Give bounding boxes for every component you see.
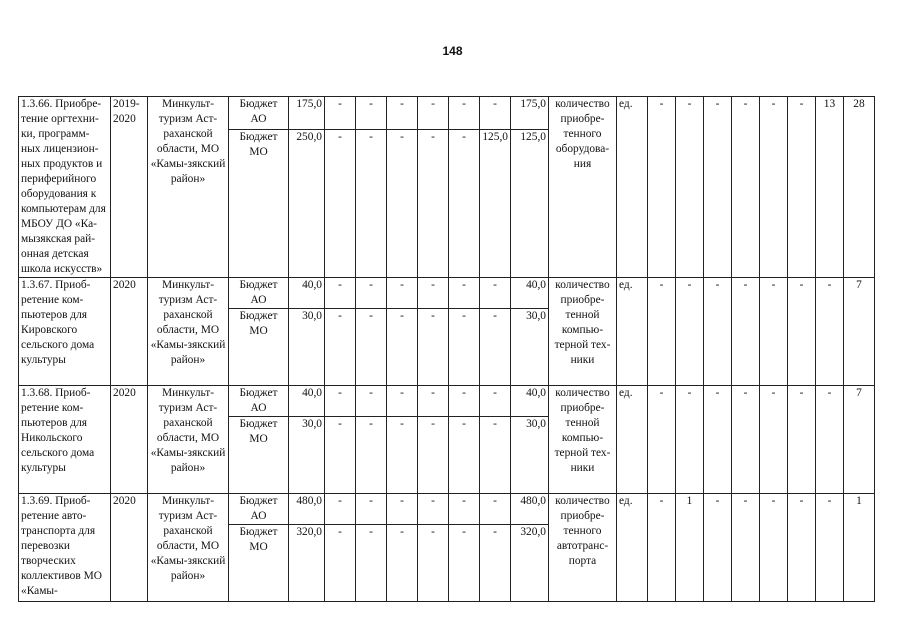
- funding-total-cell: 250,0: [289, 129, 325, 277]
- executor-cell: Минкульт-туризм Аст-раханской области, МО «Камы-зякский район»: [148, 494, 229, 602]
- funding-year-cell: -: [480, 309, 511, 386]
- unit-cell: ед.: [617, 97, 648, 278]
- funding-total-cell: 320,0: [289, 525, 325, 602]
- measure-name-cell: 1.3.66. Приобре-тение оргтехни-ки, программ-ных лицензион-ных продуктов и периферийного оборудования к компьютерам для МБОУ ДО «Ка-мызякская рай-онная детская школа искусств»: [19, 97, 111, 278]
- page-number: 148: [442, 44, 463, 58]
- target-value-cell: -: [816, 278, 844, 386]
- measure-name-cell: 1.3.67. Приоб-ретение ком-пьютеров для Кировского сельского дома культуры: [19, 278, 111, 386]
- target-value-cell: -: [704, 494, 732, 602]
- target-value-cell: -: [816, 386, 844, 494]
- funding-source-cell: Бюджет МО: [229, 417, 289, 494]
- funding-year-cell: -: [325, 309, 356, 386]
- target-value-cell: -: [760, 278, 788, 386]
- funding-year-cell: -: [418, 129, 449, 277]
- funding-total-cell: 40,0: [289, 278, 325, 309]
- funding-year-cell: -: [418, 309, 449, 386]
- funding-year-cell: -: [480, 525, 511, 602]
- funding-year-cell: 480,0: [511, 494, 549, 525]
- unit-cell: ед.: [617, 278, 648, 386]
- funding-year-cell: -: [449, 494, 480, 525]
- table-row: [19, 386, 875, 417]
- funding-year-cell: -: [387, 97, 418, 130]
- funding-year-cell: -: [356, 309, 387, 386]
- funding-year-cell: -: [387, 417, 418, 494]
- funding-year-cell: -: [387, 309, 418, 386]
- target-value-cell: -: [704, 386, 732, 494]
- funding-year-cell: -: [480, 494, 511, 525]
- executor-cell: Минкульт-туризм Аст-раханской области, МО «Камы-зякский район»: [148, 278, 229, 386]
- period-cell: 2020: [111, 278, 148, 386]
- target-value-cell: -: [676, 97, 704, 278]
- funding-year-cell: -: [418, 494, 449, 525]
- funding-year-cell: -: [356, 525, 387, 602]
- funding-year-cell: -: [418, 278, 449, 309]
- funding-year-cell: -: [356, 494, 387, 525]
- funding-total-cell: 480,0: [289, 494, 325, 525]
- funding-year-cell: -: [325, 417, 356, 494]
- target-value-cell: 1: [676, 494, 704, 602]
- target-value-cell: -: [676, 278, 704, 386]
- funding-year-cell: -: [387, 525, 418, 602]
- target-value-cell: 28: [844, 97, 875, 278]
- table-row: [19, 278, 875, 309]
- target-value-cell: -: [648, 278, 676, 386]
- funding-year-cell: 320,0: [511, 525, 549, 602]
- funding-source-cell: Бюджет АО: [229, 97, 289, 130]
- unit-cell: ед.: [617, 494, 648, 602]
- funding-year-cell: 40,0: [511, 278, 549, 309]
- indicator-cell: количество приобре-тенной компью-терной тех-ники: [549, 278, 617, 386]
- measure-name-cell: 1.3.69. Приоб-ретение авто-транспорта для перевозки творческих коллективов МО «Камы-: [19, 494, 111, 602]
- funding-total-cell: 30,0: [289, 417, 325, 494]
- target-value-cell: -: [704, 97, 732, 278]
- target-value-cell: -: [788, 278, 816, 386]
- period-cell: 2019-2020: [111, 97, 148, 278]
- funding-year-cell: -: [325, 386, 356, 417]
- funding-year-cell: -: [449, 525, 480, 602]
- funding-year-cell: -: [356, 129, 387, 277]
- funding-year-cell: -: [449, 129, 480, 277]
- funding-year-cell: 30,0: [511, 417, 549, 494]
- unit-cell: ед.: [617, 386, 648, 494]
- funding-year-cell: -: [418, 97, 449, 130]
- funding-year-cell: -: [356, 278, 387, 309]
- executor-cell: Минкульт-туризм Аст-раханской области, МО «Камы-зякский район»: [148, 97, 229, 278]
- target-value-cell: -: [648, 494, 676, 602]
- target-value-cell: -: [788, 494, 816, 602]
- funding-year-cell: -: [325, 97, 356, 130]
- funding-year-cell: -: [480, 386, 511, 417]
- target-value-cell: -: [732, 386, 760, 494]
- target-value-cell: 7: [844, 386, 875, 494]
- funding-year-cell: -: [418, 417, 449, 494]
- funding-year-cell: -: [449, 309, 480, 386]
- funding-year-cell: -: [449, 97, 480, 130]
- target-value-cell: -: [732, 97, 760, 278]
- target-value-cell: -: [760, 494, 788, 602]
- target-value-cell: 1: [844, 494, 875, 602]
- program-measures-table: [18, 96, 875, 602]
- funding-year-cell: -: [387, 278, 418, 309]
- funding-year-cell: -: [325, 129, 356, 277]
- target-value-cell: 13: [816, 97, 844, 278]
- target-value-cell: -: [788, 97, 816, 278]
- funding-year-cell: -: [418, 386, 449, 417]
- target-value-cell: -: [732, 278, 760, 386]
- target-value-cell: -: [816, 494, 844, 602]
- executor-cell: Минкульт-туризм Аст-раханской области, МО «Камы-зякский район»: [148, 386, 229, 494]
- funding-year-cell: -: [480, 278, 511, 309]
- target-value-cell: 7: [844, 278, 875, 386]
- funding-year-cell: -: [449, 278, 480, 309]
- funding-source-cell: Бюджет МО: [229, 525, 289, 602]
- funding-year-cell: -: [325, 525, 356, 602]
- funding-year-cell: -: [480, 97, 511, 130]
- indicator-cell: количество приобре-тенного автотранс-порта: [549, 494, 617, 602]
- indicator-cell: количество приобре-тенного оборудова-ния: [549, 97, 617, 278]
- funding-year-cell: -: [387, 386, 418, 417]
- target-value-cell: -: [760, 97, 788, 278]
- funding-year-cell: -: [449, 386, 480, 417]
- funding-year-cell: -: [356, 417, 387, 494]
- funding-year-cell: 30,0: [511, 309, 549, 386]
- period-cell: 2020: [111, 386, 148, 494]
- funding-year-cell: -: [480, 417, 511, 494]
- target-value-cell: -: [648, 386, 676, 494]
- funding-total-cell: 40,0: [289, 386, 325, 417]
- measure-name-cell: 1.3.68. Приоб-ретение ком-пьютеров для Никольского сельского дома культуры: [19, 386, 111, 494]
- funding-year-cell: -: [325, 494, 356, 525]
- target-value-cell: -: [704, 278, 732, 386]
- funding-source-cell: Бюджет АО: [229, 494, 289, 525]
- target-value-cell: -: [676, 386, 704, 494]
- funding-year-cell: -: [387, 129, 418, 277]
- period-cell: 2020: [111, 494, 148, 602]
- funding-year-cell: 125,0: [511, 129, 549, 277]
- target-value-cell: -: [648, 97, 676, 278]
- table-row: [19, 97, 875, 130]
- funding-source-cell: Бюджет МО: [229, 129, 289, 277]
- target-value-cell: -: [788, 386, 816, 494]
- funding-year-cell: -: [418, 525, 449, 602]
- funding-year-cell: 175,0: [511, 97, 549, 130]
- funding-total-cell: 30,0: [289, 309, 325, 386]
- funding-year-cell: -: [387, 494, 418, 525]
- funding-year-cell: -: [356, 97, 387, 130]
- target-value-cell: -: [760, 386, 788, 494]
- target-value-cell: -: [732, 494, 760, 602]
- funding-year-cell: -: [449, 417, 480, 494]
- funding-year-cell: 125,0: [480, 129, 511, 277]
- indicator-cell: количество приобре-тенной компью-терной тех-ники: [549, 386, 617, 494]
- table-row: [19, 494, 875, 525]
- funding-source-cell: Бюджет АО: [229, 386, 289, 417]
- funding-year-cell: -: [356, 386, 387, 417]
- funding-year-cell: 40,0: [511, 386, 549, 417]
- funding-source-cell: Бюджет МО: [229, 309, 289, 386]
- funding-total-cell: 175,0: [289, 97, 325, 130]
- funding-source-cell: Бюджет АО: [229, 278, 289, 309]
- funding-year-cell: -: [325, 278, 356, 309]
